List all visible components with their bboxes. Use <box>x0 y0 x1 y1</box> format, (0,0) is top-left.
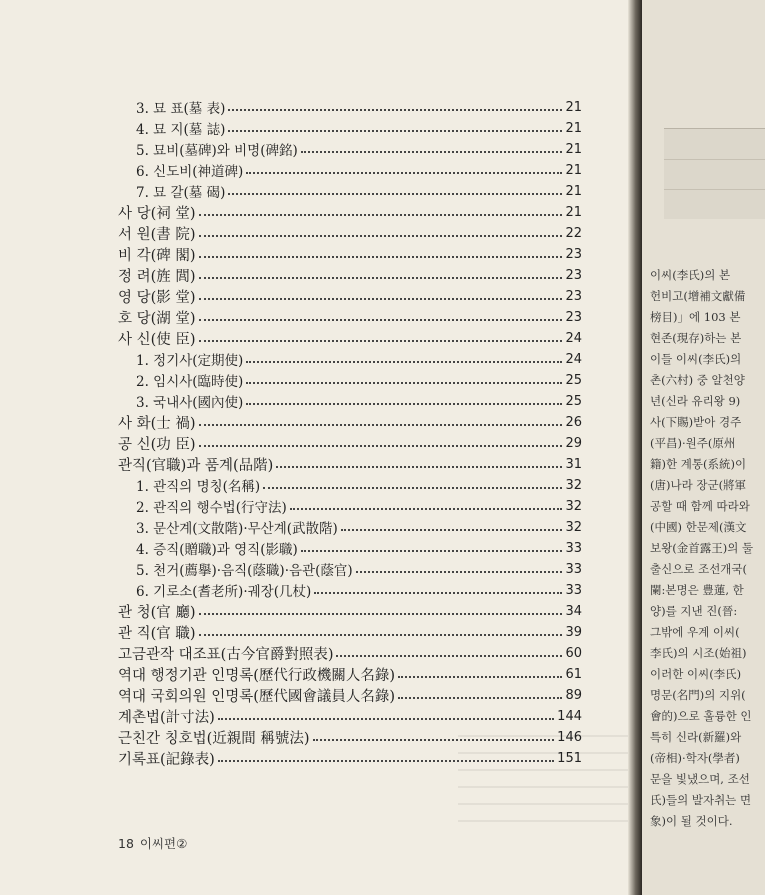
right-page-line: 李氏)의 시조(始祖) <box>650 646 747 660</box>
dot-leader <box>199 445 563 447</box>
toc-entry <box>136 475 582 495</box>
right-page-line: 현존(現存)하는 본 <box>650 331 742 345</box>
dot-leader <box>199 613 563 615</box>
toc-entry-page-number: 29 <box>565 435 582 451</box>
toc-entry-title: 관 직(官 職) <box>118 625 196 642</box>
toc-entry-page-number: 32 <box>565 519 582 535</box>
toc-entry-page-number: 89 <box>565 687 582 703</box>
footer-book-title: 이씨편② <box>139 836 188 851</box>
toc-entry-title: 2. 관직의 행수법(行守法) <box>136 500 287 516</box>
dot-leader <box>199 340 563 342</box>
toc-entry-title: 2. 임시사(臨時使) <box>136 374 244 390</box>
toc-entry <box>136 496 582 516</box>
toc-entry-title: 근친간 칭호법(近親間 稱號法) <box>118 730 310 747</box>
dot-leader <box>199 235 563 237</box>
toc-entry-page-number: 23 <box>565 267 582 283</box>
toc-entry <box>136 517 582 537</box>
toc-entry-title: 관직(官職)과 품계(品階) <box>118 457 274 474</box>
right-page-line: 이러한 이씨(李氏) <box>650 667 742 681</box>
right-page-line: 촌(六村) 중 알천양 <box>650 373 745 387</box>
toc-entry-page-number: 32 <box>565 477 582 493</box>
toc-entry-page-number: 32 <box>565 498 582 514</box>
toc-entry-title: 고금관작 대조표(古今官爵對照表) <box>118 646 334 663</box>
dot-leader <box>356 571 563 573</box>
toc-entry <box>118 202 582 222</box>
right-page-table-fragment <box>664 128 765 219</box>
dot-leader <box>336 655 562 657</box>
right-page-line: (中國) 한문제(漢文 <box>650 520 747 534</box>
toc-entry-title: 4. 증직(贈職)과 영직(影職) <box>136 542 298 558</box>
right-page-line: 籍)한 계통(系統)이 <box>650 457 747 471</box>
toc-entry-title: 기록표(記錄表) <box>118 751 215 768</box>
toc-entry <box>136 391 582 411</box>
dot-leader <box>246 382 562 384</box>
dot-leader <box>199 319 563 321</box>
toc-entry-page-number: 151 <box>557 750 582 766</box>
toc-entry-title: 4. 묘 지(墓 誌) <box>136 122 226 138</box>
dot-leader <box>246 361 562 363</box>
toc-entry-title: 6. 신도비(神道碑) <box>136 164 244 180</box>
toc-entry <box>136 97 582 117</box>
dot-leader <box>199 256 563 258</box>
toc-entry <box>118 601 582 621</box>
toc-entry <box>118 286 582 306</box>
toc-entry-title: 5. 천거(薦擧)·음직(蔭職)·음관(蔭官) <box>136 563 353 579</box>
toc-entry-page-number: 23 <box>565 246 582 262</box>
toc-entry-page-number: 31 <box>565 456 582 472</box>
dot-leader <box>398 697 562 699</box>
toc-entry <box>118 307 582 327</box>
toc-entry <box>118 622 582 642</box>
toc-entry-title: 영 당(影 堂) <box>118 289 196 306</box>
toc-entry-title: 관 청(官 廳) <box>118 604 196 621</box>
toc-entry-page-number: 21 <box>565 141 582 157</box>
toc-entry <box>136 559 582 579</box>
toc-entry-title: 공 신(功 臣) <box>118 436 196 453</box>
toc-entry-title: 서 원(書 院) <box>118 226 196 243</box>
toc-entry <box>136 538 582 558</box>
toc-entry-page-number: 21 <box>565 183 582 199</box>
dot-leader <box>263 487 562 489</box>
toc-entry <box>118 643 582 663</box>
dot-leader <box>218 718 554 720</box>
right-page-line: 출신으로 조선개국( <box>650 562 748 576</box>
right-page-line: 년(신라 유리왕 9) <box>650 394 741 408</box>
dot-leader <box>228 130 562 132</box>
toc-entry-title: 3. 묘 표(墓 表) <box>136 101 226 117</box>
toc-entry-page-number: 39 <box>565 624 582 640</box>
toc-entry-page-number: 144 <box>557 708 582 724</box>
toc-entry-page-number: 24 <box>565 330 582 346</box>
toc-entry-title: 6. 기로소(耆老所)·궤장(几杖) <box>136 584 312 600</box>
toc-entry-title: 7. 묘 갈(墓 碣) <box>136 185 226 201</box>
toc-entry-page-number: 21 <box>565 99 582 115</box>
dot-leader <box>301 151 563 153</box>
toc-entry <box>118 685 582 705</box>
right-page-line: 보왕(金首露王)의 둘 <box>650 541 754 555</box>
toc-entry-page-number: 21 <box>565 120 582 136</box>
book-gutter <box>628 0 642 895</box>
dot-leader <box>199 634 563 636</box>
toc-entry <box>136 181 582 201</box>
toc-entry-page-number: 33 <box>565 540 582 556</box>
toc-entry-page-number: 60 <box>565 645 582 661</box>
right-page-line: 그밖에 우계 이씨( <box>650 625 740 639</box>
toc-entry <box>118 328 582 348</box>
toc-entry-page-number: 26 <box>565 414 582 430</box>
right-page-line: (帝相)·학자(學者) <box>650 751 740 765</box>
toc-entry <box>118 223 582 243</box>
toc-entry <box>118 412 582 432</box>
toc-entry-title: 계촌법(計寸法) <box>118 709 215 726</box>
toc-entry <box>136 118 582 138</box>
toc-entry-page-number: 22 <box>565 225 582 241</box>
right-page-line: 會的)으로 훌륭한 인 <box>650 709 752 723</box>
dot-leader <box>199 277 563 279</box>
toc-entry-page-number: 24 <box>565 351 582 367</box>
footer-page-number: 18 <box>118 836 134 851</box>
right-page-line: 문을 빛냈으며, 조선 <box>650 772 750 786</box>
toc-entry-page-number: 61 <box>565 666 582 682</box>
right-page-line: 象)이 될 것이다. <box>650 814 733 828</box>
toc-entry <box>118 433 582 453</box>
dot-leader <box>290 508 563 510</box>
right-page-line: 특히 신라(新羅)와 <box>650 730 742 744</box>
toc-entry-title: 사 화(士 禍) <box>118 415 196 432</box>
toc-entry-title: 정 려(旌 閭) <box>118 268 196 285</box>
toc-entry <box>136 370 582 390</box>
toc-entry-page-number: 34 <box>565 603 582 619</box>
toc-entry-title: 역대 행정기관 인명록(歷代行政機關人名錄) <box>118 667 396 684</box>
dot-leader <box>246 403 562 405</box>
toc-entry-title: 5. 묘비(墓碑)와 비명(碑銘) <box>136 143 298 159</box>
toc-entry <box>136 139 582 159</box>
right-page-line: 양)를 지낸 진(晉: <box>650 604 738 618</box>
right-page-line: 氏)들의 발자취는 면 <box>650 793 752 807</box>
toc-entry-title: 3. 국내사(國內使) <box>136 395 244 411</box>
toc-entry-page-number: 23 <box>565 309 582 325</box>
toc-entry-title: 1. 정기사(定期使) <box>136 353 244 369</box>
toc-entry-page-number: 146 <box>557 729 582 745</box>
dot-leader <box>276 466 562 468</box>
right-page-line: 명문(名門)의 지위( <box>650 688 746 702</box>
dot-leader <box>301 550 563 552</box>
dot-leader <box>199 298 563 300</box>
toc-entry-title: 비 각(碑 閣) <box>118 247 196 264</box>
page-footer <box>118 834 187 852</box>
dot-leader <box>246 172 562 174</box>
dot-leader <box>398 676 562 678</box>
dot-leader <box>314 592 562 594</box>
right-page-line: (平昌)·원주(原州 <box>650 436 736 450</box>
right-page-line: 이들 이씨(李氏)의 <box>650 352 742 366</box>
right-page-line: 헌비고(增補文獻備 <box>650 289 746 303</box>
toc-entry-page-number: 23 <box>565 288 582 304</box>
right-page-line: 榜目)」에 103 본 <box>650 310 741 324</box>
toc-entry-page-number: 33 <box>565 561 582 577</box>
dot-leader <box>228 109 562 111</box>
dot-leader <box>228 193 562 195</box>
toc-entry-page-number: 25 <box>565 393 582 409</box>
toc-entry <box>118 454 582 474</box>
toc-entry <box>136 160 582 180</box>
toc-entry <box>136 580 582 600</box>
toc-entry-page-number: 33 <box>565 582 582 598</box>
toc-entry-page-number: 21 <box>565 204 582 220</box>
toc-entry-title: 사 당(祠 堂) <box>118 205 196 222</box>
right-page-line: 공할 때 함께 따라와 <box>650 499 750 513</box>
right-page-line: (唐)나라 장군(將軍 <box>650 478 747 492</box>
toc-entry-title: 호 당(湖 堂) <box>118 310 196 327</box>
toc-entry-page-number: 21 <box>565 162 582 178</box>
toc-entry <box>118 244 582 264</box>
toc-entry-page-number: 25 <box>565 372 582 388</box>
right-page-line: 이씨(李氏)의 본 <box>650 268 731 282</box>
toc-entry <box>136 349 582 369</box>
toc-entry <box>118 706 582 726</box>
dot-leader <box>341 529 563 531</box>
dot-leader <box>199 424 563 426</box>
right-page-line: 사(下賜)받아 경주 <box>650 415 742 429</box>
toc-entry-title: 역대 국회의원 인명록(歷代國會議員人名錄) <box>118 688 396 705</box>
right-page-line: 闌:본명은 豊蓮, 한 <box>650 583 744 597</box>
toc-entry-title: 사 신(使 臣) <box>118 331 196 348</box>
toc-entry <box>118 265 582 285</box>
toc-entry <box>118 664 582 684</box>
bleed-through-text <box>458 735 628 825</box>
toc-entry-title: 3. 문산계(文散階)·무산계(武散階) <box>136 521 338 537</box>
toc-entry-title: 1. 관직의 명칭(名稱) <box>136 479 261 495</box>
dot-leader <box>199 214 563 216</box>
